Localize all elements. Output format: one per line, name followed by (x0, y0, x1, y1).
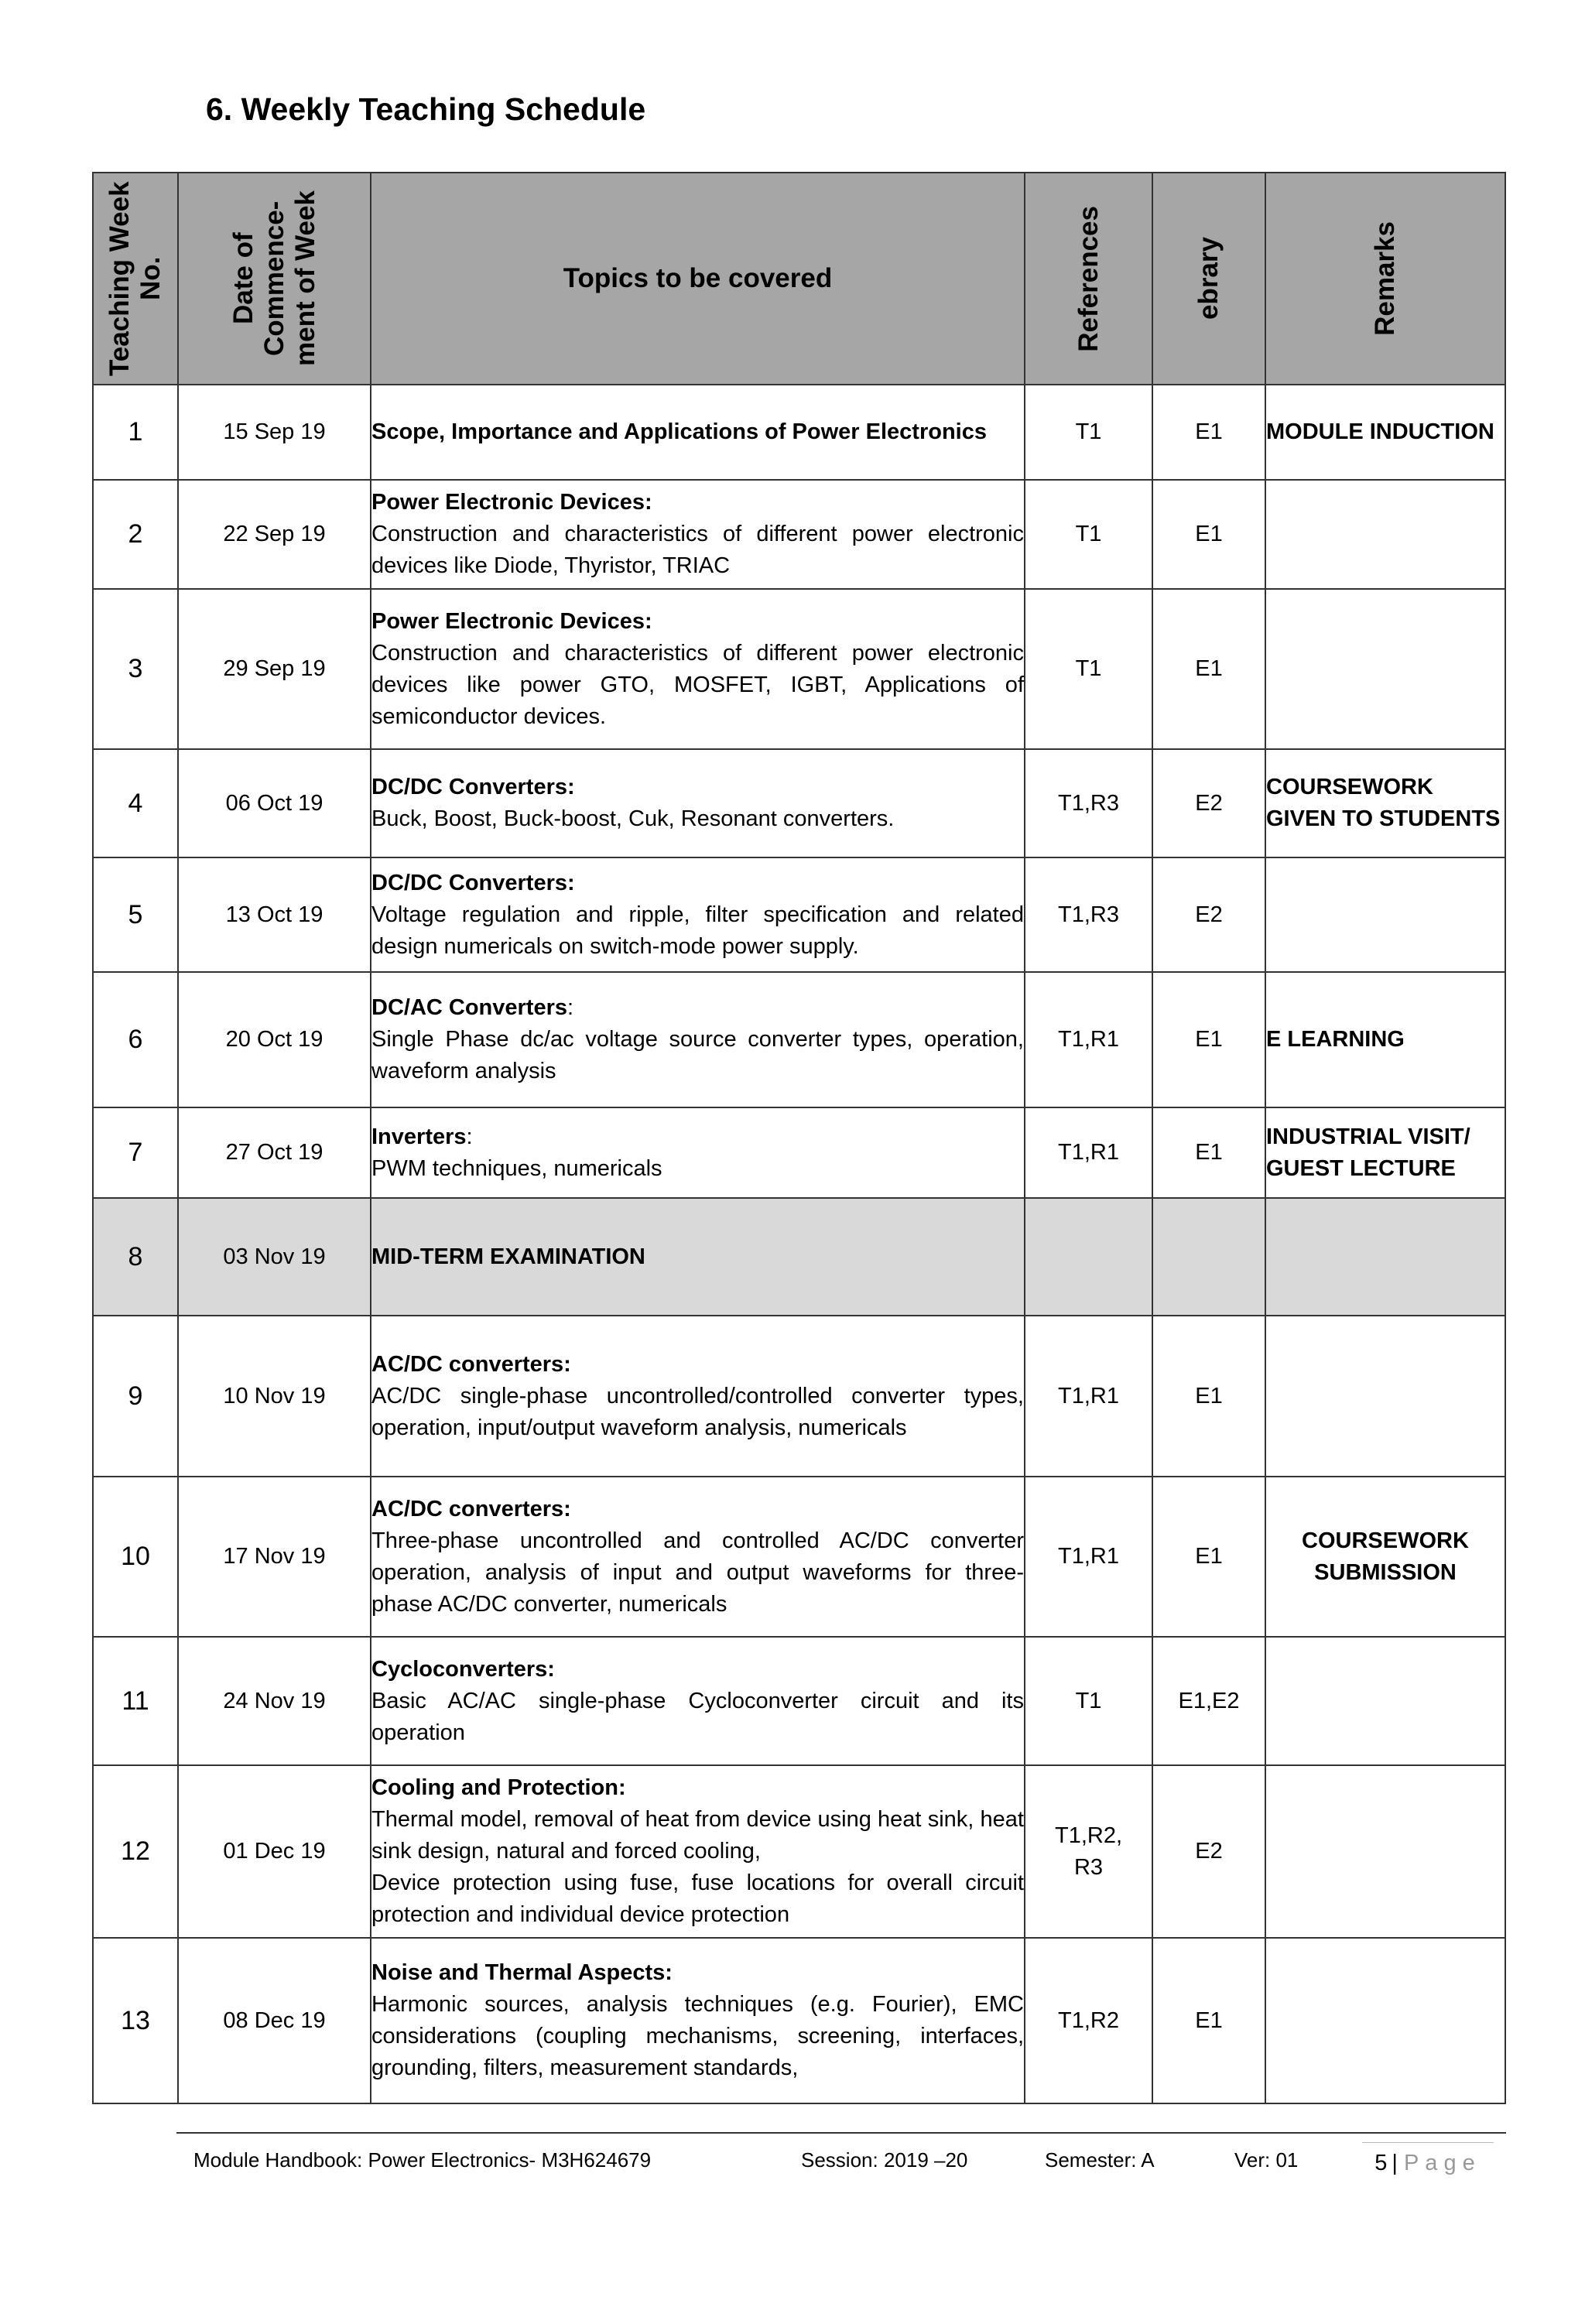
references-cell: T1 (1025, 589, 1152, 749)
table-row (93, 1477, 1505, 1637)
topic-title: Power Electronic Devices: (371, 608, 652, 634)
week-date: 24 Nov 19 (178, 1637, 371, 1765)
week-date: 01 Dec 19 (178, 1765, 371, 1938)
section-heading: 6. Weekly Teaching Schedule (206, 91, 646, 127)
table-row (93, 480, 1505, 589)
topic-description: Voltage regulation and ripple, filter specification and related design numericals on switch-mode power supply. (371, 902, 1024, 959)
table-row (93, 385, 1505, 480)
ebrary-cell: E1 (1152, 1316, 1265, 1477)
remarks-cell (1265, 1637, 1505, 1765)
topic-description-2: Device protection using fuse, fuse locations for overall circuit protection and individual device protection (371, 1870, 1024, 1927)
week-date: 13 Oct 19 (178, 857, 371, 972)
topic-title: Cooling and Protection: (371, 1775, 626, 1800)
remarks-cell: COURSEWORK GIVEN TO STUDENTS (1265, 749, 1505, 857)
week-date: 29 Sep 19 (178, 589, 371, 749)
footer-session: Session: 2019 –20 (801, 2148, 968, 2172)
references-cell: T1 (1025, 1637, 1152, 1765)
remarks-cell: COURSEWORK SUBMISSION (1265, 1477, 1505, 1637)
topic-title: AC/DC converters: (371, 1496, 571, 1521)
footer-handbook: Module Handbook: Power Electronics- M3H624679 (193, 2148, 652, 2172)
remarks-cell (1265, 1938, 1505, 2103)
topic-cell (371, 1637, 1025, 1765)
week-number: 6 (93, 972, 178, 1107)
ebrary-cell: E2 (1152, 1765, 1265, 1938)
topic-cell (371, 1316, 1025, 1477)
remarks-cell (1265, 1198, 1505, 1316)
table-header-row (93, 173, 1505, 385)
ebrary-cell (1152, 1198, 1265, 1316)
week-number: 10 (93, 1477, 178, 1637)
week-date: 17 Nov 19 (178, 1477, 371, 1637)
topic-cell (371, 1938, 1025, 2103)
week-number: 2 (93, 480, 178, 589)
topic-cell (371, 589, 1025, 749)
references-cell: T1,R1 (1025, 1316, 1152, 1477)
remarks-cell (1265, 857, 1505, 972)
week-number: 1 (93, 385, 178, 480)
week-number: 11 (93, 1637, 178, 1765)
page-number: 5 (1374, 2150, 1388, 2175)
week-date: 06 Oct 19 (178, 749, 371, 857)
week-number: 7 (93, 1107, 178, 1198)
topic-cell (371, 749, 1025, 857)
references-cell: T1,R1 (1025, 972, 1152, 1107)
topic-title: Cycloconverters: (371, 1656, 555, 1682)
topic-description: Buck, Boost, Buck-boost, Cuk, Resonant converters. (371, 806, 895, 831)
col-header-remarks: Remarks (1265, 173, 1505, 385)
remarks-cell: INDUSTRIAL VISIT/ GUEST LECTURE (1265, 1107, 1505, 1198)
ebrary-cell: E1 (1152, 480, 1265, 589)
footer-version: Ver: 01 (1234, 2148, 1299, 2172)
week-date: 20 Oct 19 (178, 972, 371, 1107)
table-row (93, 1637, 1505, 1765)
week-date: 22 Sep 19 (178, 480, 371, 589)
week-date: 03 Nov 19 (178, 1198, 371, 1316)
ebrary-cell: E1,E2 (1152, 1637, 1265, 1765)
topic-title: DC/DC Converters: (371, 870, 575, 895)
week-date: 10 Nov 19 (178, 1316, 371, 1477)
col-header-topics: Topics to be covered (371, 173, 1025, 385)
topic-description: AC/DC single-phase uncontrolled/controlled converter types, operation, input/output waveform analysis, numericals (371, 1383, 1024, 1440)
topic-description: Harmonic sources, analysis techniques (e.g. Fourier), EMC considerations (coupling mechanisms, screening, interfaces, grounding, filters, measurement standards, (371, 1992, 1024, 2080)
week-number: 5 (93, 857, 178, 972)
week-number: 3 (93, 589, 178, 749)
topic-title: Noise and Thermal Aspects: (371, 1960, 673, 1985)
references-cell: T1,R3 (1025, 857, 1152, 972)
week-date: 27 Oct 19 (178, 1107, 371, 1198)
references-cell: T1 (1025, 480, 1152, 589)
table-row (93, 1938, 1505, 2103)
table-row (93, 1765, 1505, 1938)
table-row (93, 1107, 1505, 1198)
topic-cell (371, 1477, 1025, 1637)
topic-description: PWM techniques, numericals (371, 1155, 662, 1181)
footer-semester: Semester: A (1045, 2148, 1155, 2172)
remarks-cell: MODULE INDUCTION (1265, 385, 1505, 480)
week-number: 12 (93, 1765, 178, 1938)
topic-title: Inverters (371, 1124, 467, 1149)
table-row (93, 749, 1505, 857)
topic-cell (371, 857, 1025, 972)
col-header-references: References (1025, 173, 1152, 385)
weekly-schedule-table (92, 172, 1506, 2104)
topic-cell (371, 480, 1025, 589)
ebrary-cell: E1 (1152, 1477, 1265, 1637)
topic-description: Thermal model, removal of heat from device using heat sink, heat sink design, natural and forced cooling, (371, 1807, 1024, 1864)
topic-description: Construction and characteristics of different power electronic devices like power GTO, MOSFET, IGBT, Applications of semiconductor devices. (371, 640, 1024, 729)
topic-cell (371, 385, 1025, 480)
week-date: 15 Sep 19 (178, 385, 371, 480)
topic-title: DC/AC Converters (371, 995, 567, 1020)
table-row (93, 972, 1505, 1107)
week-number: 4 (93, 749, 178, 857)
remarks-cell: E LEARNING (1265, 972, 1505, 1107)
references-cell (1025, 1198, 1152, 1316)
table-row-exam (93, 1198, 1505, 1316)
topic-title: Power Electronic Devices: (371, 490, 652, 515)
topic-cell (371, 1198, 1025, 1316)
references-cell: T1,R1 (1025, 1107, 1152, 1198)
topic-title: AC/DC converters: (371, 1351, 571, 1377)
topic-description: Single Phase dc/ac voltage source converter types, operation, waveform analysis (371, 1027, 1024, 1083)
topic-cell (371, 972, 1025, 1107)
col-header-ebrary: ebrary (1152, 173, 1265, 385)
topic-description: Construction and characteristics of different power electronic devices like Diode, Thyristor, TRIAC (371, 522, 1024, 578)
ebrary-cell: E1 (1152, 385, 1265, 480)
ebrary-cell: E1 (1152, 589, 1265, 749)
table-row (93, 589, 1505, 749)
ebrary-cell: E1 (1152, 1938, 1265, 2103)
remarks-cell (1265, 1765, 1505, 1938)
ebrary-cell: E1 (1152, 972, 1265, 1107)
remarks-cell (1265, 1316, 1505, 1477)
topic-title: DC/DC Converters: (371, 775, 575, 799)
references-cell: T1,R2, R3 (1025, 1765, 1152, 1938)
topic-cell (371, 1107, 1025, 1198)
col-header-week: Teaching Week No. (93, 173, 178, 385)
page-number-box (1362, 2142, 1494, 2183)
topic-description: Basic AC/AC single-phase Cycloconverter circuit and its operation (371, 1688, 1024, 1745)
references-cell: T1,R2 (1025, 1938, 1152, 2103)
ebrary-cell: E2 (1152, 857, 1265, 972)
remarks-cell (1265, 480, 1505, 589)
week-number: 13 (93, 1938, 178, 2103)
week-date: 08 Dec 19 (178, 1938, 371, 2103)
col-header-date: Date of Commence-ment of Week (178, 173, 371, 385)
topic-title: MID-TERM EXAMINATION (371, 1244, 645, 1269)
ebrary-cell: E1 (1152, 1107, 1265, 1198)
table-row (93, 857, 1505, 972)
topic-title-colon: : (567, 995, 574, 1020)
topic-description: Three-phase uncontrolled and controlled AC/DC converter operation, analysis of input and output waveforms for three-phase AC/DC converter, numericals (371, 1528, 1024, 1617)
references-cell: T1,R3 (1025, 749, 1152, 857)
page-separator: | (1392, 2150, 1398, 2175)
footer-divider (176, 2132, 1506, 2134)
table-row (93, 1316, 1505, 1477)
references-cell: T1,R1 (1025, 1477, 1152, 1637)
week-number: 9 (93, 1316, 178, 1477)
topic-title: Scope, Importance and Applications of Power Electronics (371, 419, 987, 444)
remarks-cell (1265, 589, 1505, 749)
references-cell: T1 (1025, 385, 1152, 480)
ebrary-cell: E2 (1152, 749, 1265, 857)
topic-cell (371, 1765, 1025, 1938)
topic-title-colon: : (466, 1124, 473, 1149)
week-number: 8 (93, 1198, 178, 1316)
page-label: Page (1403, 2150, 1481, 2175)
